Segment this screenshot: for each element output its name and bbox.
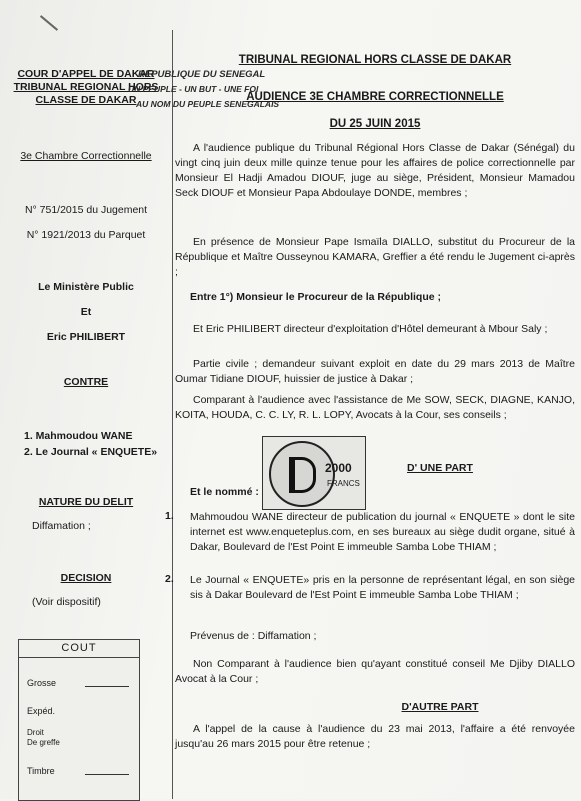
nature-heading: NATURE DU DELIT (38, 496, 134, 508)
autre-part-heading: D'AUTRE PART (401, 701, 479, 713)
case-numbers (0, 198, 172, 248)
paragraph-entre: Entre 1°) Monsieur le Procureur de la République ; (190, 291, 441, 303)
chamber-label: 3e Chambre Correctionnelle (20, 150, 152, 162)
nature-value: Diffamation ; (32, 520, 91, 532)
defendant-2: 2. Le Journal « ENQUETE» (24, 446, 158, 458)
cout-droit: Droit (27, 728, 44, 737)
cout-stamp-box (18, 639, 140, 801)
et-le-nomme: Et le nommé : (190, 486, 259, 498)
item-2-number: 2. (165, 573, 174, 585)
court-line-1: COUR D'APPEL DE DAKAR (17, 68, 155, 80)
decision-heading: DECISION (60, 572, 112, 584)
cout-grosse-scribble (85, 674, 129, 687)
une-part-heading: D' UNE PART (407, 462, 473, 474)
contre-heading: CONTRE (63, 376, 109, 388)
defendant-1: 1. Mahmoudou WANE (24, 430, 133, 442)
paragraph-comparant: Comparant à l'audience avec l'assistance de Me SOW, SECK, DIAGNE, KANJO, KOITA, HOUDA, C. C. LY, R. L. LOPY, Avocats à la Cour, ses conseils ; (175, 394, 575, 421)
item-1-number: 1. (165, 510, 174, 522)
paragraph-eric: Et Eric PHILIBERT directeur d'exploitation d'Hôtel demeurant à Mbour Saly ; (193, 323, 548, 335)
judgment-number: N° 751/2015 du Jugement (24, 204, 148, 216)
paragraph-prevenus: Prévenus de : Diffamation ; (190, 630, 317, 642)
defendants-list (0, 428, 172, 460)
paragraph-defendant-1: Mahmoudou WANE directeur de publication du journal « ENQUETE » dont le site internet est www.enqueteplus.com, en ses bureaux au siège dudit organe, situé à Dakar, Boulevard de l'Est Point E immeuble Samba Lobe THIAM ; (190, 511, 575, 553)
parties-block (0, 275, 172, 350)
republic-stamp-line-3: AU NOM DU PEUPLE SENEGALAIS (136, 99, 280, 109)
column-divider (172, 30, 173, 799)
hearing-date: DU 25 JUIN 2015 (329, 118, 421, 130)
cout-title: COUT (61, 642, 97, 654)
party-eric-philibert: Eric PHILIBERT (46, 331, 126, 343)
paragraph-non-comparant: Non Comparant à l'audience bien qu'ayant constitué conseil Me Djiby DIALLO Avocat à la Cour ; (175, 658, 575, 685)
paragraph-audience: A l'audience publique du Tribunal Régional Hors Classe de Dakar (Sénégal) du vingt cinq juin deux mille quinze tenue pour les affaires de police correctionnelle par Monsieur El Hadji Amadou DIOUF, juge au siège, Président, Monsieur Mamadou Seck DIOUF et Monsieur Papa Abdoulaye DONDE, membres ; (175, 142, 575, 199)
party-ministere-public: Le Ministère Public (38, 281, 134, 293)
seal-unit: FRANCS (327, 479, 360, 488)
paragraph-appel: A l'appel de la cause à l'audience du 23 mai 2013, l'affaire a été renvoyée jusqu'au 26 mars 2015 pour être retenue ; (175, 723, 575, 750)
cout-divider (19, 657, 139, 658)
cout-grosse: Grosse (27, 678, 57, 688)
republic-stamp-line-2: UN PEUPLE - UN BUT - UNE FOI (128, 84, 259, 94)
pen-mark (40, 15, 58, 31)
paragraph-partie-civile: Partie civile ; demandeur suivant exploit en date du 29 mars 2013 de Maître Oumar Tidiane DIOUF, huissier de justice à Dakar ; (175, 358, 575, 385)
decision-value: (Voir dispositif) (32, 596, 101, 608)
seal-value: 2000 (325, 461, 352, 475)
parquet-number: N° 1921/2013 du Parquet (26, 229, 146, 241)
republic-stamp-line-1: REPUBLIQUE DU SENEGAL (138, 69, 266, 80)
court-line-3: CLASSE DE DAKAR (35, 94, 137, 106)
cout-exped: Expéd. (27, 706, 56, 716)
court-line-2: TRIBUNAL REGIONAL HORS (13, 81, 159, 93)
paragraph-defendant-2: Le Journal « ENQUETE» pris en la personne de représentant légal, en son siège sis à Dakar Boulevard de l'Est Point E immeuble Samba Lobe THIAM ; (190, 574, 575, 601)
audience-subtitle: AUDIENCE 3E CHAMBRE CORRECTIONNELLE (246, 91, 504, 103)
cout-timbre: Timbre (27, 766, 55, 776)
paragraph-presence: En présence de Monsieur Pape Ismaïla DIALLO, substitut du Procureur de la République et Maître Ousseynou KAMARA, Greffier a été rendu le Jugement ci-après ; (175, 236, 575, 278)
cout-de-greffe: De greffe (27, 738, 60, 747)
cout-timbre-scribble (85, 762, 129, 775)
document-title: TRIBUNAL REGIONAL HORS CLASSE DE DAKAR (238, 54, 512, 66)
party-et: Et (80, 306, 92, 318)
